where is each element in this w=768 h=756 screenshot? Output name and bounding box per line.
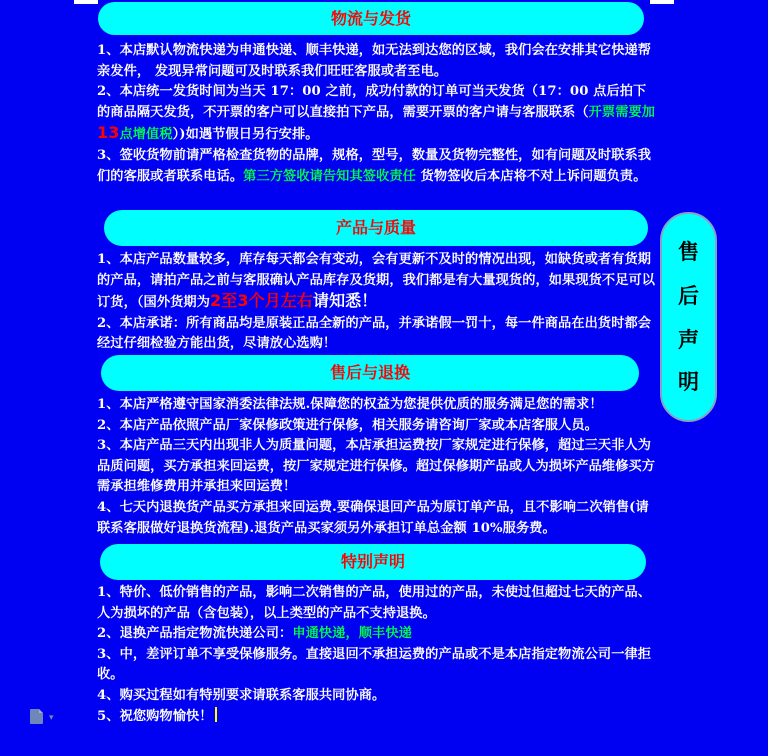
top-tab-left <box>74 0 98 4</box>
badge-char-1: 售 <box>678 239 699 264</box>
section-title-logistics: 物流与发货 <box>98 2 644 35</box>
aftersale-statement-badge <box>660 212 717 422</box>
special-text <box>97 583 657 727</box>
badge-char-4: 明 <box>678 369 699 394</box>
logistics-item-3: 3、签收货物前请严格检查货物的品牌，规格，型号，数量及货物完整性，如有问题及时联系我们的客服或者联系电话。第三方签收请告知其签收责任 货物签收后本店将不对上诉问题负责。 <box>97 147 652 184</box>
logistics-item-1: 1、本店默认物流快递为申通快递、顺丰快递，如无法到达您的区域，我们会在安排其它快递帮亲发件， 发现异常问题可及时联系我们旺旺客服或者至电。 <box>97 43 652 79</box>
chevron-down-icon[interactable]: ▾ <box>49 713 54 723</box>
special-item-3: 3、中，差评订单不享受保修服务。直接退回不承担运费的产品或不是本店指定物流公司一律拒收。 <box>97 646 652 683</box>
special-item-5: 5、祝您购物愉快！ <box>97 707 657 728</box>
quality-item-2: 2、本店承诺：所有商品均是原装正品全新的产品，并承诺假一罚十，每一件商品在出货时都会经过仔细检验方能出货，尽请放心选购！ <box>97 315 652 352</box>
section-title-special: 特别声明 <box>100 544 646 580</box>
special-item-1: 1、特价、低价销售的产品，影响二次销售的产品，使用过的产品，未使过但超过七天的产品、人为损坏的产品（含包装），以上类型的产品不支持退换。 <box>97 585 652 621</box>
quality-text <box>97 250 657 355</box>
aftersale-item-4: 4、七天内退换货产品买方承担来回运费.要确保退回产品为原订单产品，且不影响二次销售(请联系客服做好退换货流程).退货产品买家须另外承担订单总金额 10%服务费。 <box>97 499 649 536</box>
text-cursor <box>215 707 217 722</box>
logistics-text <box>97 41 657 187</box>
section-title-quality: 产品与质量 <box>104 210 648 246</box>
section-title-aftersale: 售后与退换 <box>101 355 639 391</box>
aftersale-item-1: 1、本店严格遵守国家消委法律法规.保障您的权益为您提供优质的服务满足您的需求！ <box>97 397 603 412</box>
quality-item-1: 1、本店产品数量较多，库存每天都会有变动，会有更新不及时的情况出现，如缺货或者有货期的产品，请拍产品之前与客服确认产品库存及货期，我们都是有大量现货的，如果现货不足可以订货，（国外货期为2至3个月左右请知悉！ <box>97 252 656 311</box>
badge-char-3: 声 <box>678 327 699 352</box>
logistics-item-2: 2、本店统一发货时间为当天 17：00 之前，成功付款的订单可当天发货（17：00 点后拍下的商品隔天发货，不开票的客户可以直接拍下产品，需要开票的客户请与客服联系（开票需要加13点增值税）)如遇节假日另行安排。 <box>97 84 656 143</box>
top-tab-right <box>650 0 674 4</box>
aftersale-text <box>97 395 657 539</box>
badge-char-2: 后 <box>678 283 699 308</box>
document-icon[interactable] <box>30 709 43 724</box>
special-item-4: 4、购买过程如有特别要求请联系客服共同协商。 <box>97 687 386 703</box>
aftersale-item-3: 3、本店产品三天内出现非人为质量问题，本店承担运费按厂家规定进行保修，超过三天非人为品质问题，买方承担来回运费，按厂家规定进行保修。超过保修期产品或人为损坏产品维修买方需承担维修费用并承担来回运费！ <box>97 438 656 495</box>
special-item-2: 2、退换产品指定物流快递公司：申通快递，顺丰快递 <box>97 626 412 642</box>
aftersale-item-2: 2、本店产品依照产品厂家保修政策进行保修，相关服务请咨询厂家或本店客服人员。 <box>97 417 598 433</box>
